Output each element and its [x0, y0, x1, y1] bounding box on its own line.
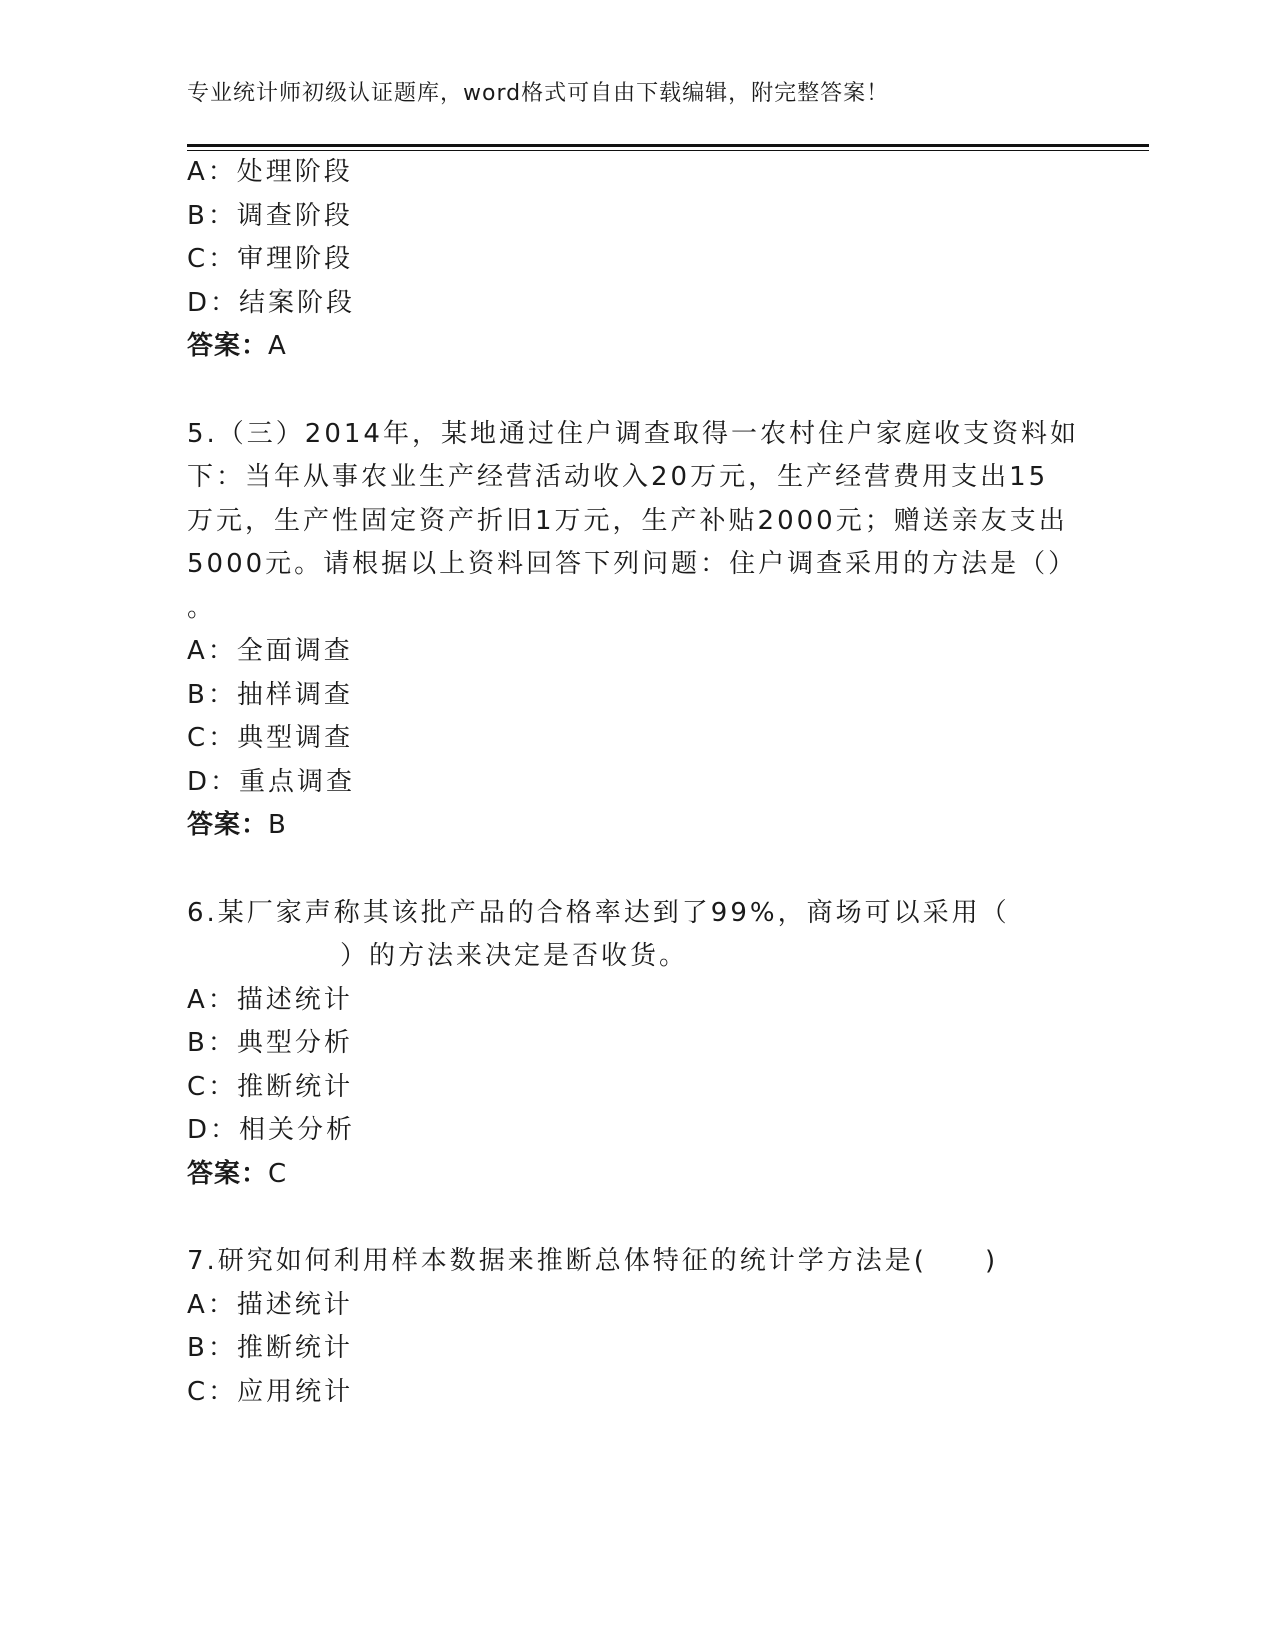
q6-answer — [187, 1158, 287, 1190]
q5-answer — [187, 809, 287, 841]
q5-stem-line-2: 下：当年从事农业生产经营活动收入20万元，生产经营费用支出15 — [187, 462, 1049, 492]
q4-option-b: B：调查阶段 — [187, 201, 353, 231]
q6-stem-line-1: 6.某厂家声称其该批产品的合格率达到了99%，商场可以采用（ — [187, 898, 1010, 928]
page-header: 专业统计师初级认证题库，word格式可自由下载编辑，附完整答案！ — [187, 81, 890, 106]
q6-stem-line-2: ）的方法来决定是否收货。 — [340, 941, 689, 971]
q5-stem-line-3: 万元，生产性固定资产折旧1万元，生产补贴2000元；赠送亲友支出 — [187, 506, 1068, 536]
answer-value: B — [268, 810, 287, 840]
q5-option-c: C：典型调查 — [187, 723, 354, 753]
q4-option-c: C：审理阶段 — [187, 244, 354, 274]
q6-option-b: B：典型分析 — [187, 1028, 353, 1058]
q7-option-a: A：描述统计 — [187, 1290, 353, 1320]
q5-option-a: A：全面调查 — [187, 636, 353, 666]
answer-label: 答案： — [187, 1159, 269, 1189]
answer-value: C — [268, 1159, 288, 1189]
answer-value: A — [268, 331, 287, 361]
q7-option-b: B：推断统计 — [187, 1333, 353, 1363]
q4-option-a: A：处理阶段 — [187, 157, 353, 187]
q5-stem-line-5: 。 — [187, 593, 217, 623]
header-rule-thick — [187, 144, 1149, 147]
q5-stem-line-1: 5.（三）2014年，某地通过住户调查取得一农村住户家庭收支资料如 — [187, 419, 1079, 449]
q7-option-c: C：应用统计 — [187, 1377, 354, 1407]
q5-option-b: B：抽样调查 — [187, 680, 353, 710]
q5-option-d: D：重点调查 — [187, 767, 356, 797]
q6-option-a: A：描述统计 — [187, 985, 353, 1015]
q4-option-d: D：结案阶段 — [187, 288, 356, 318]
answer-label: 答案： — [187, 810, 269, 840]
q4-answer — [187, 330, 287, 362]
q5-stem-line-4: 5000元。请根据以上资料回答下列问题：住户调查采用的方法是（） — [187, 549, 1078, 579]
header-rule-thin — [187, 150, 1149, 151]
q6-option-d: D：相关分析 — [187, 1115, 356, 1145]
q6-option-c: C：推断统计 — [187, 1072, 354, 1102]
q7-stem-line-1: 7.研究如何利用样本数据来推断总体特征的统计学方法是( ) — [187, 1246, 999, 1276]
answer-label: 答案： — [187, 331, 269, 361]
